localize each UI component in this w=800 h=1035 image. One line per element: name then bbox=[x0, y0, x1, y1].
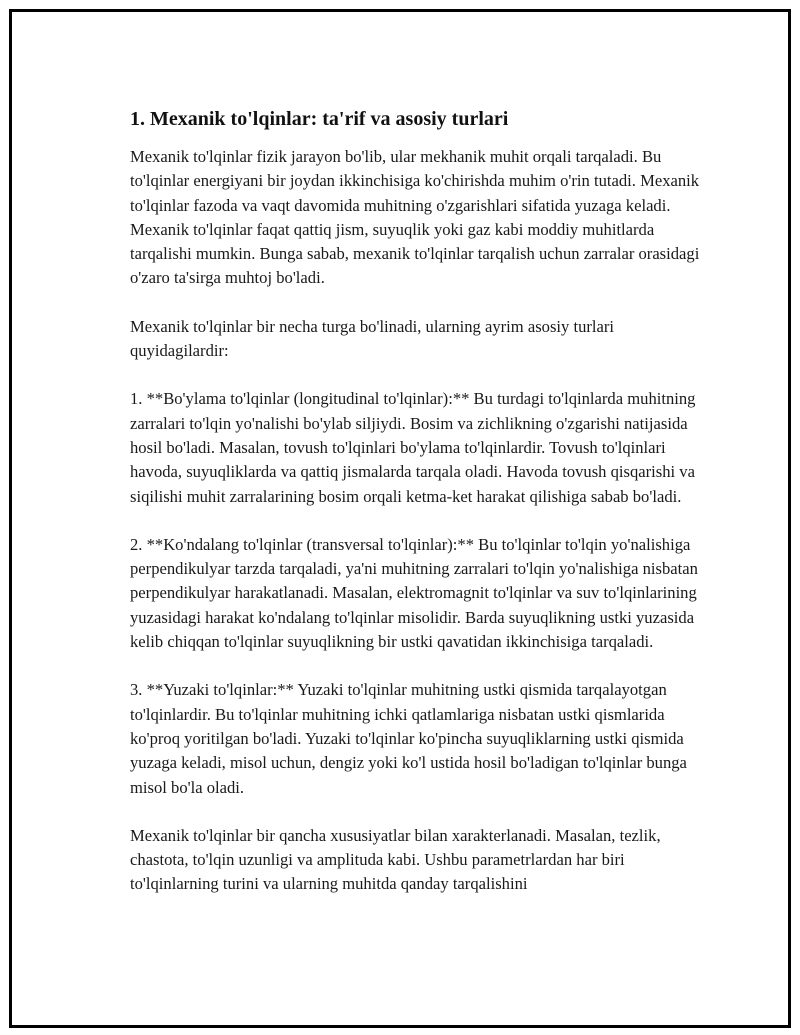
paragraph-longitudinal: 1. **Bo'ylama to'lqinlar (longitudinal to'lqinlar):** Bu turdagi to'lqinlarda muhitning zarralari to'lqin yo'nalishi bo'ylab siljiydi. Bosim va zichlikning o'zgarishi natijasida hosil bo'ladi. Masalan, tovush to'lqinlari bo'ylama to'lqinlardir. Tovush to'lqinlari havoda, suyuqliklarda va qattiq jismalarda tarqala oladi. Havoda tovush qisqarishi va siqilishi muhit zarralarining bosim orqali ketma-ket harakat qilishiga sabab bo'ladi. bbox=[130, 389, 696, 506]
document-title: 1. Mexanik to'lqinlar: ta'rif va asosiy turlari bbox=[130, 108, 509, 130]
paragraph-types-intro: Mexanik to'lqinlar bir necha turga bo'linadi, ularning ayrim asosiy turlari quyidagilardir: bbox=[130, 316, 615, 361]
page-frame bbox=[9, 9, 791, 1028]
paragraph-surface: 3. **Yuzaki to'lqinlar:** Yuzaki to'lqinlar muhitning ustki qismida tarqalayotgan to'lqinlardir. Bu to'lqinlar muhitning ichki qatlamlariga nisbatan ustki qismlarida ko'proq yoritilgan bo'ladi. Yuzaki to'lqinlar ko'pincha suyuqliklarning ustki qismida yuzaga keladi, misol uchun, dengiz yoki ko'l ustida hosil bo'ladigan to'lqinlar bunga misol bo'la oladi. bbox=[130, 680, 687, 797]
document-body bbox=[130, 106, 700, 921]
paragraph-intro: Mexanik to'lqinlar fizik jarayon bo'lib, ular mekhanik muhit orqali tarqaladi. Bu to'lqinlar energiyani bir joydan ikkinchisiga ko'chirishda muhim o'rin tutadi. Mexanik to'lqinlar fazoda va vaqt davomida muhitning o'zgarishlari sifatida yuzaga keladi. Mexanik to'lqinlar faqat qattiq jism, suyuqlik yoki gaz kabi moddiy muhitlarda tarqalishi mumkin. Bunga sabab, mexanik to'lqinlar tarqalish uchun zarralar orasidagi o'zaro ta'sirga muhtoj bo'ladi. bbox=[130, 147, 700, 288]
paragraph-properties: Mexanik to'lqinlar bir qancha xususiyatlar bilan xarakterlanadi. Masalan, tezlik, chastota, to'lqin uzunligi va amplituda kabi. Ushbu parametrlardan har biri to'lqinlarning turini va ularning muhitda qanday tarqalishini bbox=[130, 825, 661, 894]
paragraph-transversal: 2. **Ko'ndalang to'lqinlar (transversal to'lqinlar):** Bu to'lqinlar to'lqin yo'nalishiga perpendikulyar tarzda tarqaladi, ya'ni muhitning zarralari to'lqin yo'nalishiga nisbatan perpendikulyar harakatlanadi. Masalan, elektromagnit to'lqinlar va suv to'lqinlarining yuzasidagi harakat ko'ndalang to'lqinlar misolidir. Barda suyuqlikning ustki yuzasida kelib chiqqan to'lqinlar suyuqlikning bir ustki qavatidan ikkinchisiga tarqaladi. bbox=[130, 534, 698, 652]
